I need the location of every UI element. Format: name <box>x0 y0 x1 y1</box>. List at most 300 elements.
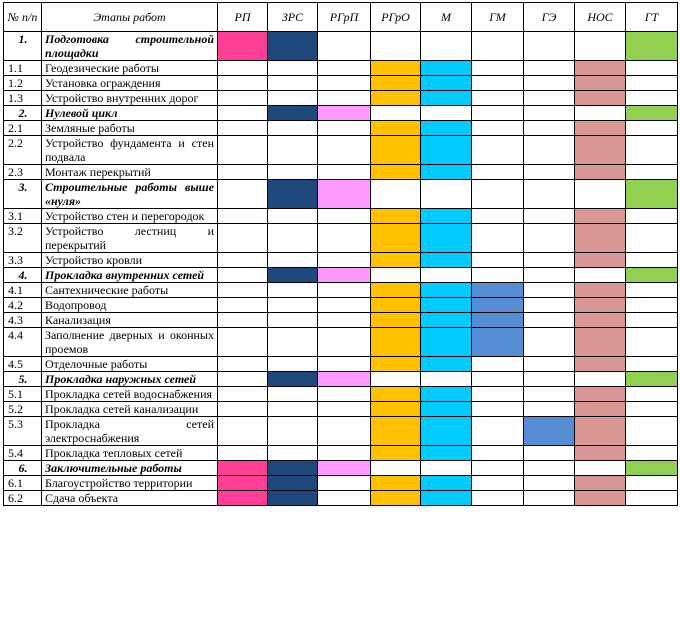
status-cell <box>524 268 575 283</box>
status-cell <box>218 106 268 121</box>
status-cell <box>575 476 626 491</box>
status-cell <box>218 491 268 506</box>
header-stages: Этапы работ <box>42 3 218 32</box>
status-cell <box>218 32 268 61</box>
status-cell <box>268 224 318 253</box>
row-number: 2. <box>4 106 42 121</box>
row-number: 2.2 <box>4 136 42 165</box>
status-cell <box>575 180 626 209</box>
row-number: 3.1 <box>4 209 42 224</box>
table-row <box>4 209 678 224</box>
status-cell <box>371 417 421 446</box>
row-number: 2.1 <box>4 121 42 136</box>
table-row <box>4 224 678 253</box>
table-body <box>4 32 678 506</box>
status-cell <box>472 165 524 180</box>
status-cell <box>421 476 472 491</box>
status-cell <box>626 180 678 209</box>
status-cell <box>524 224 575 253</box>
table-row <box>4 253 678 268</box>
status-cell <box>626 387 678 402</box>
status-cell <box>268 387 318 402</box>
status-cell <box>218 253 268 268</box>
status-cell <box>268 417 318 446</box>
status-cell <box>472 61 524 76</box>
status-cell <box>421 165 472 180</box>
status-cell <box>318 328 371 357</box>
row-number: 1.2 <box>4 76 42 91</box>
row-stage-name: Сдача объекта <box>42 491 218 506</box>
status-cell <box>218 446 268 461</box>
row-stage-name: Устройство стен и перегородок <box>42 209 218 224</box>
status-cell <box>268 283 318 298</box>
status-cell <box>268 61 318 76</box>
header-gt: ГТ <box>626 3 678 32</box>
status-cell <box>421 91 472 106</box>
status-cell <box>371 106 421 121</box>
status-cell <box>421 417 472 446</box>
status-cell <box>268 357 318 372</box>
status-cell <box>268 253 318 268</box>
table-row <box>4 61 678 76</box>
status-cell <box>268 446 318 461</box>
status-cell <box>524 372 575 387</box>
status-cell <box>575 461 626 476</box>
status-cell <box>421 253 472 268</box>
row-number: 3.3 <box>4 253 42 268</box>
status-cell <box>371 283 421 298</box>
status-cell <box>524 76 575 91</box>
status-cell <box>268 91 318 106</box>
status-cell <box>524 283 575 298</box>
status-cell <box>318 106 371 121</box>
status-cell <box>371 298 421 313</box>
status-cell <box>472 180 524 209</box>
row-number: 5.4 <box>4 446 42 461</box>
status-cell <box>268 32 318 61</box>
status-cell <box>421 372 472 387</box>
table-row <box>4 121 678 136</box>
header-rp: РП <box>218 3 268 32</box>
status-cell <box>575 387 626 402</box>
status-cell <box>268 461 318 476</box>
work-stages-table <box>3 2 678 506</box>
row-number: 6. <box>4 461 42 476</box>
status-cell <box>318 446 371 461</box>
status-cell <box>268 476 318 491</box>
row-stage-name: Нулевой цикл <box>42 106 218 121</box>
status-cell <box>218 387 268 402</box>
status-cell <box>218 121 268 136</box>
status-cell <box>626 446 678 461</box>
section-row <box>4 180 678 209</box>
status-cell <box>318 76 371 91</box>
status-cell <box>218 298 268 313</box>
status-cell <box>626 476 678 491</box>
status-cell <box>575 224 626 253</box>
status-cell <box>626 298 678 313</box>
table-row <box>4 491 678 506</box>
status-cell <box>524 61 575 76</box>
status-cell <box>268 372 318 387</box>
status-cell <box>524 476 575 491</box>
row-stage-name: Устройство кровли <box>42 253 218 268</box>
status-cell <box>318 136 371 165</box>
status-cell <box>218 76 268 91</box>
row-stage-name: Прокладка сетей канализации <box>42 402 218 417</box>
status-cell <box>472 224 524 253</box>
row-stage-name: Геодезические работы <box>42 61 218 76</box>
header-nos: НОС <box>575 3 626 32</box>
status-cell <box>575 328 626 357</box>
status-cell <box>371 180 421 209</box>
row-number: 4.2 <box>4 298 42 313</box>
status-cell <box>524 417 575 446</box>
status-cell <box>421 61 472 76</box>
status-cell <box>421 357 472 372</box>
section-row <box>4 461 678 476</box>
status-cell <box>318 491 371 506</box>
status-cell <box>371 209 421 224</box>
row-number: 1. <box>4 32 42 61</box>
status-cell <box>626 106 678 121</box>
status-cell <box>575 32 626 61</box>
status-cell <box>524 387 575 402</box>
status-cell <box>371 121 421 136</box>
status-cell <box>371 268 421 283</box>
status-cell <box>371 76 421 91</box>
status-cell <box>421 76 472 91</box>
status-cell <box>626 491 678 506</box>
row-number: 4.5 <box>4 357 42 372</box>
table-row <box>4 387 678 402</box>
status-cell <box>371 165 421 180</box>
status-cell <box>626 357 678 372</box>
status-cell <box>626 136 678 165</box>
header-rgrp: РГрП <box>318 3 371 32</box>
status-cell <box>524 491 575 506</box>
table-row <box>4 402 678 417</box>
status-cell <box>472 387 524 402</box>
row-stage-name: Прокладка сетей водоснабжения <box>42 387 218 402</box>
status-cell <box>218 417 268 446</box>
status-cell <box>626 417 678 446</box>
row-number: 4.3 <box>4 313 42 328</box>
row-number: 5.1 <box>4 387 42 402</box>
row-number: 3.2 <box>4 224 42 253</box>
status-cell <box>371 136 421 165</box>
status-cell <box>524 121 575 136</box>
status-cell <box>371 61 421 76</box>
status-cell <box>268 328 318 357</box>
status-cell <box>626 328 678 357</box>
status-cell <box>524 298 575 313</box>
row-stage-name: Подготовка строительной площадки <box>42 32 218 61</box>
status-cell <box>218 357 268 372</box>
row-stage-name: Прокладка внутренних сетей <box>42 268 218 283</box>
status-cell <box>472 446 524 461</box>
status-cell <box>626 283 678 298</box>
header-gm: ГМ <box>472 3 524 32</box>
status-cell <box>472 491 524 506</box>
status-cell <box>626 313 678 328</box>
status-cell <box>318 180 371 209</box>
status-cell <box>524 91 575 106</box>
status-cell <box>472 372 524 387</box>
status-cell <box>421 283 472 298</box>
status-cell <box>218 209 268 224</box>
status-cell <box>371 491 421 506</box>
status-cell <box>268 165 318 180</box>
table-row <box>4 91 678 106</box>
status-cell <box>268 180 318 209</box>
row-number: 6.1 <box>4 476 42 491</box>
status-cell <box>218 165 268 180</box>
status-cell <box>472 476 524 491</box>
status-cell <box>626 61 678 76</box>
status-cell <box>218 476 268 491</box>
table-row <box>4 298 678 313</box>
status-cell <box>318 402 371 417</box>
row-stage-name: Устройство фундамента и стен подвала <box>42 136 218 165</box>
status-cell <box>626 461 678 476</box>
status-cell <box>421 491 472 506</box>
row-stage-name: Прокладка наружных сетей <box>42 372 218 387</box>
row-stage-name: Строительные работы выше «нуля» <box>42 180 218 209</box>
status-cell <box>626 91 678 106</box>
status-cell <box>371 402 421 417</box>
status-cell <box>575 253 626 268</box>
status-cell <box>524 357 575 372</box>
status-cell <box>371 91 421 106</box>
row-number: 4.1 <box>4 283 42 298</box>
status-cell <box>218 461 268 476</box>
status-cell <box>268 209 318 224</box>
status-cell <box>318 417 371 446</box>
status-cell <box>472 32 524 61</box>
row-stage-name: Заполнение дверных и оконных проемов <box>42 328 218 357</box>
status-cell <box>524 461 575 476</box>
status-cell <box>421 224 472 253</box>
status-cell <box>318 298 371 313</box>
status-cell <box>524 253 575 268</box>
status-cell <box>371 357 421 372</box>
section-row <box>4 106 678 121</box>
status-cell <box>472 121 524 136</box>
row-stage-name: Монтаж перекрытий <box>42 165 218 180</box>
row-stage-name: Канализация <box>42 313 218 328</box>
status-cell <box>218 180 268 209</box>
status-cell <box>371 328 421 357</box>
table-row <box>4 417 678 446</box>
status-cell <box>318 253 371 268</box>
row-stage-name: Прокладка тепловых сетей <box>42 446 218 461</box>
status-cell <box>575 283 626 298</box>
status-cell <box>472 402 524 417</box>
status-cell <box>318 283 371 298</box>
row-stage-name: Заключительные работы <box>42 461 218 476</box>
row-stage-name: Устройство внутренних дорог <box>42 91 218 106</box>
status-cell <box>472 91 524 106</box>
table-row <box>4 446 678 461</box>
row-number: 4.4 <box>4 328 42 357</box>
status-cell <box>524 402 575 417</box>
status-cell <box>218 283 268 298</box>
status-cell <box>575 76 626 91</box>
status-cell <box>472 313 524 328</box>
status-cell <box>268 313 318 328</box>
status-cell <box>472 268 524 283</box>
status-cell <box>575 268 626 283</box>
status-cell <box>472 253 524 268</box>
header-zrs: ЗРС <box>268 3 318 32</box>
table-row <box>4 136 678 165</box>
status-cell <box>575 372 626 387</box>
status-cell <box>371 32 421 61</box>
status-cell <box>626 165 678 180</box>
status-cell <box>318 209 371 224</box>
status-cell <box>421 209 472 224</box>
status-cell <box>575 446 626 461</box>
header-row <box>4 3 678 32</box>
status-cell <box>626 224 678 253</box>
table-row <box>4 476 678 491</box>
row-stage-name: Отделочные работы <box>42 357 218 372</box>
status-cell <box>626 402 678 417</box>
status-cell <box>218 328 268 357</box>
status-cell <box>371 372 421 387</box>
status-cell <box>575 61 626 76</box>
status-cell <box>472 328 524 357</box>
status-cell <box>524 328 575 357</box>
header-rgro: РГрО <box>371 3 421 32</box>
status-cell <box>626 76 678 91</box>
row-number: 1.3 <box>4 91 42 106</box>
row-stage-name: Водопровод <box>42 298 218 313</box>
status-cell <box>318 165 371 180</box>
status-cell <box>626 253 678 268</box>
status-cell <box>218 372 268 387</box>
status-cell <box>575 417 626 446</box>
status-cell <box>524 209 575 224</box>
section-row <box>4 372 678 387</box>
status-cell <box>472 298 524 313</box>
status-cell <box>268 136 318 165</box>
status-cell <box>371 253 421 268</box>
status-cell <box>524 180 575 209</box>
status-cell <box>318 121 371 136</box>
row-stage-name: Прокладка сетей электроснабжения <box>42 417 218 446</box>
status-cell <box>421 121 472 136</box>
status-cell <box>268 402 318 417</box>
status-cell <box>575 91 626 106</box>
status-cell <box>524 313 575 328</box>
status-cell <box>472 136 524 165</box>
status-cell <box>575 298 626 313</box>
status-cell <box>318 372 371 387</box>
status-cell <box>371 446 421 461</box>
status-cell <box>421 136 472 165</box>
status-cell <box>575 165 626 180</box>
status-cell <box>318 224 371 253</box>
status-cell <box>218 402 268 417</box>
status-cell <box>371 224 421 253</box>
status-cell <box>268 106 318 121</box>
status-cell <box>218 313 268 328</box>
status-cell <box>421 298 472 313</box>
status-cell <box>318 32 371 61</box>
status-cell <box>268 298 318 313</box>
status-cell <box>421 32 472 61</box>
section-row <box>4 268 678 283</box>
status-cell <box>421 180 472 209</box>
status-cell <box>472 106 524 121</box>
row-stage-name: Установка ограждения <box>42 76 218 91</box>
status-cell <box>218 61 268 76</box>
status-cell <box>318 357 371 372</box>
status-cell <box>421 461 472 476</box>
row-number: 1.1 <box>4 61 42 76</box>
status-cell <box>268 268 318 283</box>
row-stage-name: Земляные работы <box>42 121 218 136</box>
status-cell <box>421 313 472 328</box>
row-number: 5. <box>4 372 42 387</box>
status-cell <box>575 357 626 372</box>
status-cell <box>472 283 524 298</box>
header-number: № п/п <box>4 3 42 32</box>
status-cell <box>575 402 626 417</box>
status-cell <box>268 76 318 91</box>
section-row <box>4 32 678 61</box>
row-stage-name: Устройство лестниц и перекрытий <box>42 224 218 253</box>
row-stage-name: Благоустройство территории <box>42 476 218 491</box>
status-cell <box>472 76 524 91</box>
status-cell <box>318 461 371 476</box>
row-number: 5.3 <box>4 417 42 446</box>
status-cell <box>626 209 678 224</box>
status-cell <box>218 224 268 253</box>
status-cell <box>575 313 626 328</box>
status-cell <box>371 313 421 328</box>
status-cell <box>472 357 524 372</box>
status-cell <box>524 136 575 165</box>
status-cell <box>371 461 421 476</box>
status-cell <box>575 121 626 136</box>
status-cell <box>472 461 524 476</box>
status-cell <box>218 136 268 165</box>
status-cell <box>421 106 472 121</box>
status-cell <box>575 209 626 224</box>
row-stage-name: Сантехнические работы <box>42 283 218 298</box>
status-cell <box>318 91 371 106</box>
table-row <box>4 313 678 328</box>
status-cell <box>524 165 575 180</box>
status-cell <box>218 91 268 106</box>
status-cell <box>575 136 626 165</box>
status-cell <box>472 417 524 446</box>
status-cell <box>318 313 371 328</box>
row-number: 6.2 <box>4 491 42 506</box>
table-row <box>4 76 678 91</box>
status-cell <box>575 106 626 121</box>
status-cell <box>268 491 318 506</box>
status-cell <box>626 268 678 283</box>
status-cell <box>318 61 371 76</box>
header-ge: ГЭ <box>524 3 575 32</box>
status-cell <box>218 268 268 283</box>
row-number: 4. <box>4 268 42 283</box>
status-cell <box>575 491 626 506</box>
